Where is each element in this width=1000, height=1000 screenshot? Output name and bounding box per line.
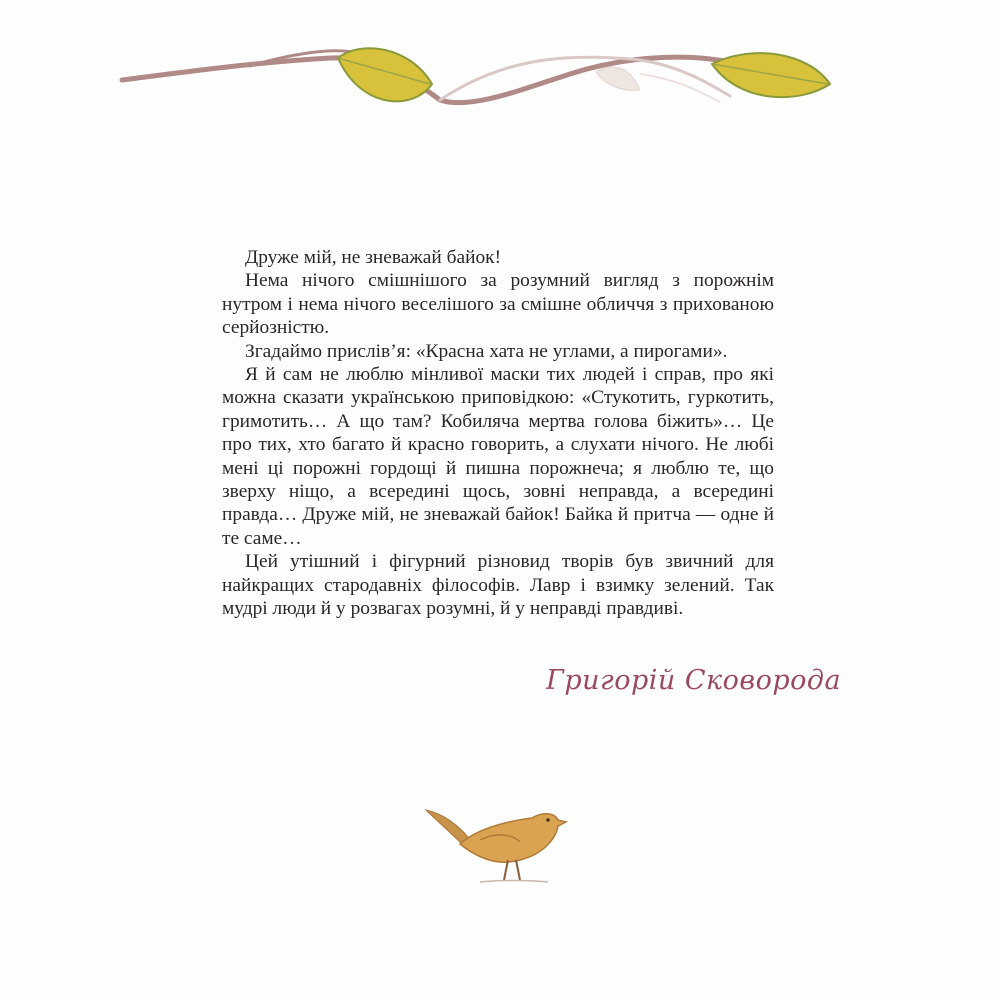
branch-illustration xyxy=(0,0,1000,130)
preface-text xyxy=(222,246,774,621)
paragraph: Я й сам не люблю мінливої маски тих людей і справ, про які можна сказати українською приповідкою: «Стукотить, гуркотить, гримотить… А що там? Кобиляча мертва голова біжить»… Це про тих, хто багато й красно говорить, а слухати нічого. Не любі мені ці порожні гордощі й пишна порожнеча; я люблю те, що зверху ніщо, а всередині щось, зовні неправда, а всередині правда… Друже мій, не зневажай байок! Байка й притча — одне й те саме… xyxy=(222,364,774,549)
author-signature: Григорій Сковорода xyxy=(546,665,842,696)
paragraph: Цей утішний і фігурний різновид творів був звичний для найкращих стародавніх філософів. Лавр і взимку зелений. Так мудрі люди й у розвагах розумні, й у неправді правдиві. xyxy=(222,551,774,620)
bird-illustration xyxy=(420,796,570,892)
leaf-left-icon xyxy=(338,48,432,101)
paragraph: Нема нічого смішнішого за розумний вигляд з порожнім нутром і нема нічого веселішого за смішне обличчя з прихованою серйозністю. xyxy=(222,270,774,339)
paragraph: Згадаймо прислів’я: «Красна хата не углами, а пирогами». xyxy=(245,340,728,362)
leaf-right-icon xyxy=(712,53,830,97)
paragraph: Друже мій, не зневажай байок! xyxy=(245,247,502,268)
